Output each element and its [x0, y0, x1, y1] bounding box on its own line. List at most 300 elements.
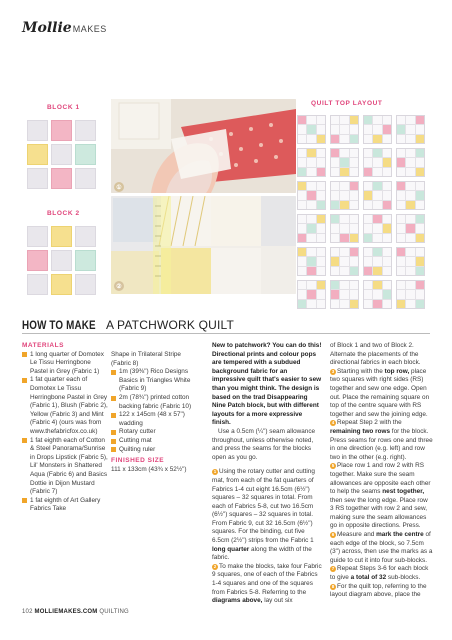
quilt-cell [317, 125, 325, 133]
block-square-grey [75, 120, 96, 141]
block-square-pink [51, 120, 72, 141]
material-item: 1 long quarter of Domotex Le Tissu Herringbone Pastel in Grey (Fabric 1) [22, 351, 108, 377]
quilt-cell [331, 300, 339, 308]
quilt-cell [298, 116, 306, 124]
quilt-cell [331, 290, 339, 298]
material-item: 1 fat quarter each of Domotex Le Tissu Herringbone Pastel in Grey (Fabric 1), Blush (Fabric 2), Yellow (Fabric 3) and Mint (Fabric 4) (ours was from www.thefabricfox.co.uk) [22, 376, 108, 436]
finished-size-value: 111 x 133cm (43¾ x 52½") [111, 465, 187, 473]
bullet-square-icon [111, 430, 116, 435]
quilt-cell [331, 267, 339, 275]
intro-text: New to patchwork? You can do this! Directional prints and colour pops are tempered with a subdued background fabric for an impressive quilt that's easier to sew than you might think. The design is based on the trad Disappearing Nine Patch block, but with different layouts for a more expressive finish. [212, 342, 322, 427]
step-3: 3 Starting with the top row, place two squares with right sides (RS) together and sew one edge. Open out. Place the remaining square on top of the centre square with RS together and sew the joining edge. [330, 367, 430, 418]
quilt-cell [350, 125, 358, 133]
quilt-cell [416, 215, 424, 223]
quilt-cell [364, 158, 372, 166]
quilt-cell [364, 215, 372, 223]
step-number-icon: 1 [213, 469, 217, 475]
quilt-cell [383, 201, 391, 209]
quilt-cell [340, 201, 348, 209]
quilt-cell [416, 281, 424, 289]
quilt-cell [373, 257, 381, 265]
quilt-cell [350, 168, 358, 176]
quilt-cell [298, 182, 306, 190]
quilt-cell [307, 267, 315, 275]
quilt-cell [397, 300, 405, 308]
quilt-cell [416, 191, 424, 199]
quilt-cell [397, 149, 405, 157]
quilt-cell [364, 300, 372, 308]
quilt-cell [298, 290, 306, 298]
quilt-cell [298, 224, 306, 232]
quilt-cell [416, 168, 424, 176]
quilt-cell [350, 135, 358, 143]
quilt-cell [331, 125, 339, 133]
quilt-sub-block [297, 148, 326, 177]
quilt-cell [298, 267, 306, 275]
block2-label: BLOCK 2 [47, 210, 80, 217]
quilt-cell [317, 135, 325, 143]
quilt-cell [397, 158, 405, 166]
quilt-cell [307, 149, 315, 157]
quilt-sub-block [297, 214, 326, 243]
quilt-cell [317, 290, 325, 298]
quilt-cell [383, 290, 391, 298]
quilt-cell [350, 149, 358, 157]
quilt-sub-block [297, 115, 326, 144]
block-square-grey [75, 226, 96, 247]
step-number-icon: 7 [331, 566, 335, 572]
quilt-cell [340, 125, 348, 133]
quilt-sub-block [363, 247, 392, 276]
quilt-cell [350, 234, 358, 242]
block-square-pink [51, 168, 72, 189]
quilt-cell [383, 300, 391, 308]
material-item: Cutting mat [111, 437, 199, 446]
quilt-cell [416, 149, 424, 157]
heading-bold: HOW TO MAKE [22, 318, 96, 332]
material-item: 2m (78¾") printed cotton backing fabric (Fabric 10) [111, 394, 199, 411]
quilt-cell [373, 267, 381, 275]
quilt-cell [331, 201, 339, 209]
quilt-cell [350, 158, 358, 166]
quilt-cell [307, 191, 315, 199]
bullet-square-icon [22, 352, 27, 357]
quilt-cell [298, 135, 306, 143]
quilt-cell [298, 168, 306, 176]
quilt-cell [373, 191, 381, 199]
quilt-cell [364, 201, 372, 209]
block1-label: BLOCK 1 [47, 104, 80, 111]
quilt-sub-block [297, 280, 326, 309]
logo-sub: MAKES [72, 24, 107, 34]
quilt-cell [406, 257, 414, 265]
quilt-cell [331, 224, 339, 232]
quilt-cell [383, 224, 391, 232]
block1-diagram [27, 120, 96, 189]
block-square-grey [51, 250, 72, 271]
quilt-cell [364, 248, 372, 256]
quilt-cell [307, 125, 315, 133]
quilt-layout-diagram [297, 115, 425, 309]
photo2-badge: ② [114, 281, 124, 291]
quilt-cell [416, 182, 424, 190]
quilt-sub-block [330, 148, 359, 177]
quilt-cell [397, 201, 405, 209]
quilt-cell [298, 158, 306, 166]
quilt-cell [373, 201, 381, 209]
quilt-cell [373, 182, 381, 190]
quilt-cell [397, 125, 405, 133]
quilt-cell [373, 248, 381, 256]
quilt-cell [340, 182, 348, 190]
step-number-icon: 2 [213, 563, 217, 569]
step-2-continued: of Block 1 and two of Block 2. Alternate the placements of the directional fabrics in each block. [330, 342, 421, 367]
quilt-cell [331, 257, 339, 265]
quilt-cell [298, 125, 306, 133]
quilt-cell [298, 257, 306, 265]
block-square-pink [27, 250, 48, 271]
logo-script: Mollie [22, 20, 72, 36]
quilt-cell [406, 182, 414, 190]
bullet-square-icon [111, 413, 116, 418]
quilt-cell [406, 300, 414, 308]
quilt-cell [331, 182, 339, 190]
quilt-cell [298, 191, 306, 199]
quilt-cell [340, 290, 348, 298]
quilt-cell [340, 234, 348, 242]
quilt-cell [350, 248, 358, 256]
quilt-cell [307, 182, 315, 190]
quilt-cell [397, 116, 405, 124]
step-number-icon: 6 [331, 532, 335, 538]
quilt-cell [416, 290, 424, 298]
quilt-cell [397, 224, 405, 232]
quilt-cell [317, 168, 325, 176]
material-continuation: Shape in Trilateral Stripe (Fabric 8) [111, 351, 181, 367]
quilt-cell [406, 125, 414, 133]
material-item: 1 fat eighth each of Cotton & Steel Panorama/Sunrise in Drops Lipstick (Fabric 5), Lil' Monsters in Shattered Aqua (Fabric 6) and Basics Dottie in Dijon Mustard (Fabric 7) [22, 437, 108, 497]
quilt-cell [416, 201, 424, 209]
quilt-cell [364, 125, 372, 133]
step-number-icon: 5 [331, 463, 335, 469]
quilt-cell [364, 182, 372, 190]
quilt-cell [373, 281, 381, 289]
quilt-cell [364, 257, 372, 265]
step-number-icon: 4 [331, 420, 335, 426]
quilt-cell [340, 248, 348, 256]
step-4: 4 Repeat Step 2 with the remaining two rows for the block. Press seams for rows one and three in one direction (e.g. left) and row two in the other (e.g. right). [330, 419, 433, 461]
quilt-cell [406, 248, 414, 256]
quilt-cell [350, 290, 358, 298]
quilt-cell [373, 158, 381, 166]
quilt-cell [307, 257, 315, 265]
photo-cutting-illustration [111, 196, 296, 294]
quilt-cell [416, 300, 424, 308]
quilt-cell [383, 281, 391, 289]
quilt-cell [383, 116, 391, 124]
quilt-cell [373, 234, 381, 242]
quilt-cell [350, 257, 358, 265]
quilt-cell [416, 267, 424, 275]
block-square-grey [75, 274, 96, 295]
quilt-cell [397, 191, 405, 199]
quilt-cell [406, 201, 414, 209]
step-1: 1 Using the rotary cutter and cutting mat, from each of the fat quarters of Fabrics 1-4 cut eight 16.5cm (6½") squares – 32 squares in total. From each of Fabrics 5-8, cut two 16.5cm (6½") squares – 32 squares in total. From Fabric 9, cut 32 16.5cm (6½") squares. For the binding, cut five 6.5cm (2½") strips from the Fabric 1 long quarter along the width of the fabric. [212, 468, 315, 562]
quilt-cell [350, 281, 358, 289]
quilt-cell [340, 300, 348, 308]
quilt-cell [350, 182, 358, 190]
quilt-cell [397, 257, 405, 265]
bullet-square-icon [111, 447, 116, 452]
quilt-cell [416, 116, 424, 124]
quilt-cell [331, 158, 339, 166]
quilt-cell [383, 234, 391, 242]
quilt-cell [364, 267, 372, 275]
quilt-cell [298, 215, 306, 223]
bullet-square-icon [22, 438, 27, 443]
quilt-cell [406, 191, 414, 199]
quilt-cell [373, 168, 381, 176]
block2-diagram [27, 226, 96, 295]
quilt-cell [340, 116, 348, 124]
quilt-sub-block [330, 280, 359, 309]
block-square-grey [51, 144, 72, 165]
quilt-cell [373, 215, 381, 223]
block-square-yellow [51, 274, 72, 295]
quilt-cell [416, 234, 424, 242]
quilt-cell [331, 248, 339, 256]
quilt-cell [298, 281, 306, 289]
quilt-cell [298, 234, 306, 242]
quilt-cell [350, 267, 358, 275]
quilt-cell [406, 234, 414, 242]
quilt-cell [364, 135, 372, 143]
quilt-cell [340, 149, 348, 157]
quilt-cell [397, 267, 405, 275]
quilt-cell [307, 281, 315, 289]
quilt-cell [307, 116, 315, 124]
quilt-cell [331, 191, 339, 199]
quilt-cell [331, 168, 339, 176]
quilt-sub-block [330, 181, 359, 210]
block-square-grey [27, 226, 48, 247]
material-item: Rotary cutter [111, 428, 199, 437]
quilt-cell [331, 234, 339, 242]
materials-column-1 [22, 342, 108, 514]
quilt-cell [373, 290, 381, 298]
step-8: 8 For the quilt top, referring to the layout diagram above, place the [330, 582, 427, 599]
quilt-cell [298, 201, 306, 209]
instructions-column-1 [212, 342, 322, 606]
quilt-cell [416, 135, 424, 143]
quilt-cell [383, 135, 391, 143]
quilt-cell [307, 215, 315, 223]
quilt-cell [383, 257, 391, 265]
quilt-cell [364, 116, 372, 124]
quilt-cell [364, 149, 372, 157]
quilt-cell [331, 135, 339, 143]
quilt-cell [406, 158, 414, 166]
quilt-cell [416, 257, 424, 265]
block-square-grey [27, 274, 48, 295]
quilt-cell [364, 290, 372, 298]
page-footer [22, 609, 129, 615]
quilt-cell [397, 168, 405, 176]
quilt-cell [340, 267, 348, 275]
quilt-cell [364, 234, 372, 242]
quilt-cell [406, 168, 414, 176]
quilt-cell [397, 215, 405, 223]
quilt-cell [317, 116, 325, 124]
quilt-cell [397, 234, 405, 242]
quilt-cell [317, 234, 325, 242]
quilt-cell [364, 191, 372, 199]
section-heading [22, 318, 234, 332]
block-square-grey [75, 168, 96, 189]
step-6: 6 Measure and mark the centre of each edge of the block, so 7.5cm (3") across, then use the marks as a guide to cut it into four sub-blocks. [330, 531, 433, 564]
quilt-cell [416, 125, 424, 133]
quilt-cell [416, 224, 424, 232]
step-5: 5 Place row 1 and row 2 with RS together. Make sure the seam allowances are opposite each other to help the seams nest together, then sew the long edge. Place row 3 RS together with row 2 and sew, making sure the seam allowances go in opposite directions. Press. [330, 462, 431, 530]
quilt-cell [340, 191, 348, 199]
quilt-cell [364, 281, 372, 289]
heading-rule [22, 333, 430, 334]
material-item: 1m (39⅜") Rico Designs Basics in Triangles White (Fabric 9) [111, 368, 199, 394]
photo1-badge: ① [114, 182, 124, 192]
quilt-cell [383, 149, 391, 157]
bullet-square-icon [111, 439, 116, 444]
quilt-cell [406, 224, 414, 232]
photo-sewing-squares [111, 99, 296, 193]
quilt-cell [406, 116, 414, 124]
quilt-cell [317, 191, 325, 199]
quilt-sub-block [363, 214, 392, 243]
quilt-cell [307, 201, 315, 209]
quilt-layout-label: QUILT TOP LAYOUT [311, 100, 383, 107]
quilt-cell [406, 281, 414, 289]
block-square-mint [75, 144, 96, 165]
quilt-cell [350, 215, 358, 223]
step-7: 7 Repeat Steps 3-6 for each block to give a total of 32 sub-blocks. [330, 565, 429, 582]
quilt-cell [406, 135, 414, 143]
quilt-cell [331, 281, 339, 289]
quilt-cell [317, 300, 325, 308]
photo-sewing-illustration [111, 99, 296, 193]
quilt-cell [350, 300, 358, 308]
quilt-cell [317, 149, 325, 157]
quilt-cell [340, 224, 348, 232]
quilt-sub-block [330, 214, 359, 243]
quilt-cell [298, 248, 306, 256]
materials-heading: MATERIALS [22, 342, 64, 349]
material-item: 1 fat eighth of Art Gallery Fabrics Take [22, 497, 108, 514]
quilt-cell [373, 300, 381, 308]
bullet-square-icon [22, 378, 27, 383]
quilt-sub-block [297, 181, 326, 210]
quilt-cell [406, 267, 414, 275]
quilt-cell [298, 149, 306, 157]
photo-cutting-blocks [111, 196, 296, 294]
quilt-sub-block [396, 247, 425, 276]
block-square-grey [27, 168, 48, 189]
quilt-cell [340, 257, 348, 265]
quilt-cell [340, 168, 348, 176]
bullet-square-icon [111, 370, 116, 375]
quilt-cell [406, 149, 414, 157]
quilt-cell [364, 168, 372, 176]
quilt-cell [364, 224, 372, 232]
block-square-grey [27, 120, 48, 141]
quilt-cell [373, 224, 381, 232]
quilt-cell [406, 215, 414, 223]
page-number: 102 [22, 609, 33, 615]
quilt-cell [373, 116, 381, 124]
quilt-cell [317, 281, 325, 289]
quilt-cell [373, 125, 381, 133]
quilt-cell [383, 215, 391, 223]
quilt-cell [340, 135, 348, 143]
quilt-cell [307, 248, 315, 256]
quilt-cell [373, 149, 381, 157]
quilt-sub-block [396, 214, 425, 243]
quilt-sub-block [396, 115, 425, 144]
quilt-cell [373, 135, 381, 143]
quilt-sub-block [330, 115, 359, 144]
step-2: 2 To make the blocks, take four Fabric 9 squares, one of each of the Fabrics 1-4 squares and one of the squares from Fabrics 5-8. Referring to the diagrams above, lay out six [212, 562, 322, 605]
quilt-cell [406, 290, 414, 298]
quilt-cell [383, 248, 391, 256]
quilt-cell [331, 116, 339, 124]
quilt-cell [383, 125, 391, 133]
quilt-cell [298, 300, 306, 308]
instructions-column-2 [330, 342, 433, 600]
quilt-cell [317, 257, 325, 265]
quilt-cell [307, 234, 315, 242]
footer-section: QUILTING [99, 609, 129, 615]
bullet-square-icon [22, 498, 27, 503]
quilt-cell [307, 158, 315, 166]
quilt-cell [397, 135, 405, 143]
block-square-yellow [27, 144, 48, 165]
quilt-cell [383, 158, 391, 166]
quilt-cell [307, 300, 315, 308]
step-number-icon: 8 [331, 583, 335, 589]
seam-note: Use a 0.5cm (¼") seam allowance throughout, unless otherwise noted, and press the seams for the blocks open as you go. [212, 427, 316, 461]
materials-column-2 [111, 351, 199, 474]
quilt-cell [340, 215, 348, 223]
quilt-sub-block [396, 280, 425, 309]
quilt-cell [331, 149, 339, 157]
quilt-cell [340, 281, 348, 289]
quilt-sub-block [396, 148, 425, 177]
quilt-sub-block [363, 280, 392, 309]
quilt-cell [317, 158, 325, 166]
quilt-cell [416, 248, 424, 256]
quilt-cell [317, 182, 325, 190]
quilt-cell [340, 158, 348, 166]
step-number-icon: 3 [331, 368, 335, 374]
quilt-cell [307, 168, 315, 176]
quilt-cell [317, 267, 325, 275]
material-item: Quilting ruler [111, 446, 199, 455]
quilt-cell [416, 158, 424, 166]
block-square-mint [75, 250, 96, 271]
footer-site: MOLLIEMAKES.COM [34, 609, 98, 615]
quilt-cell [317, 248, 325, 256]
quilt-cell [307, 290, 315, 298]
material-item: 122 x 145cm (48 x 57") wadding [111, 411, 199, 428]
quilt-cell [317, 224, 325, 232]
